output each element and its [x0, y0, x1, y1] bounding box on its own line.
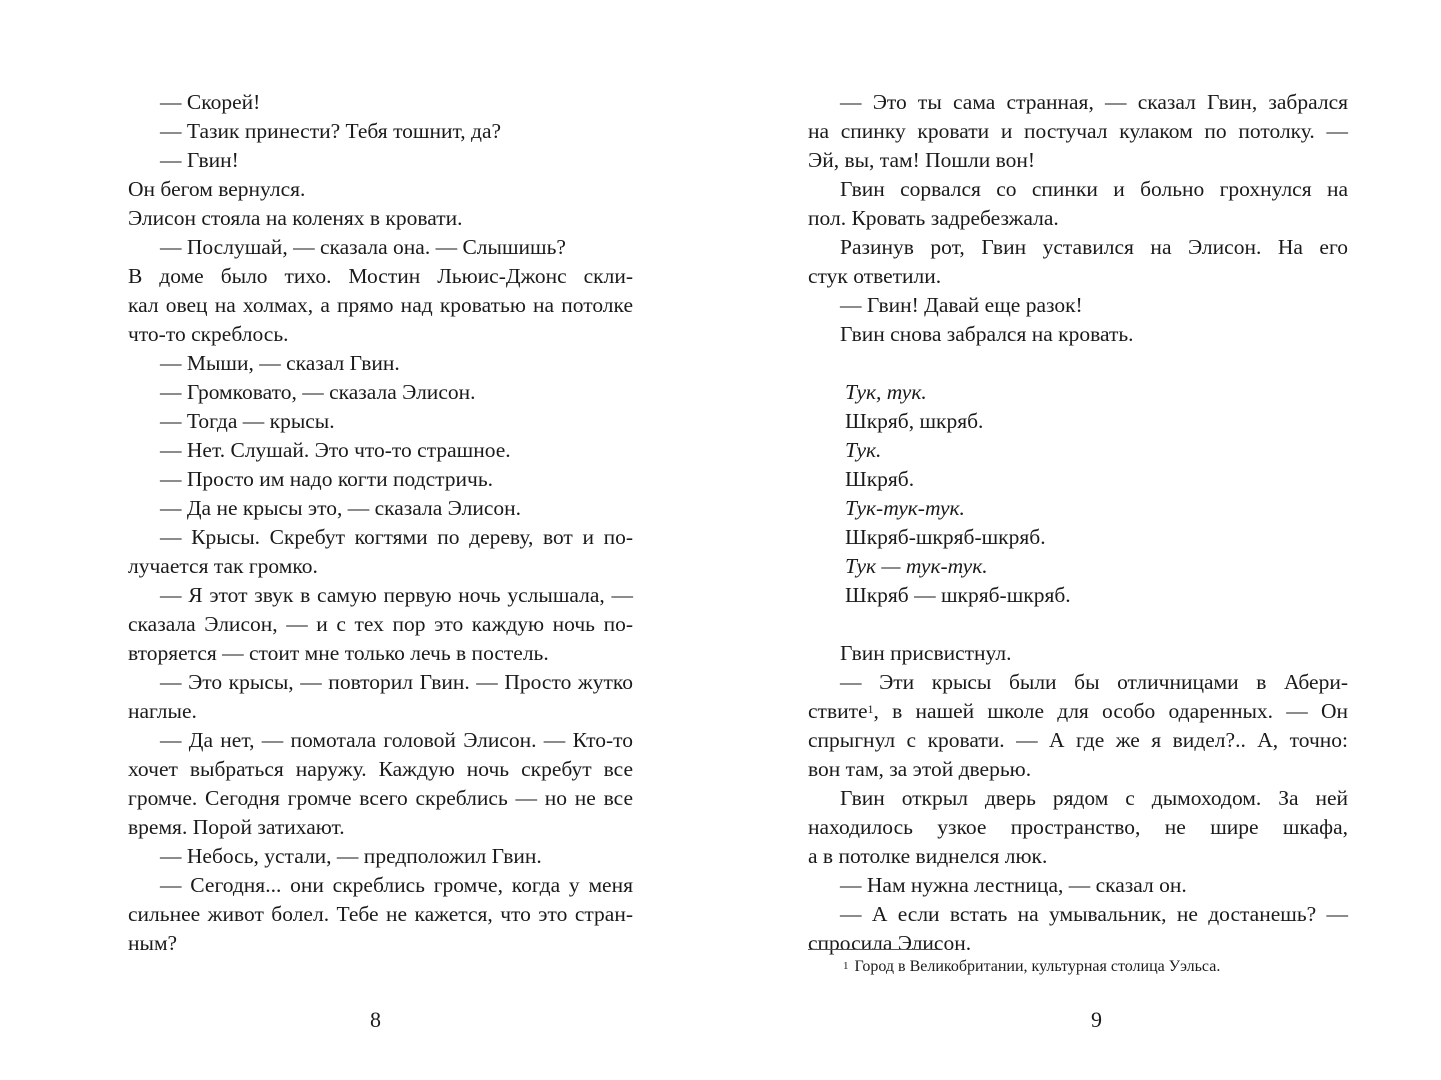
- sound-line: Шкряб, шкряб.: [845, 409, 984, 433]
- text-line: вон там, за этой дверью.: [808, 757, 1032, 781]
- text-line: Разинув рот, Гвин уставился на Элисон. На его: [840, 235, 1348, 259]
- text-line: Элисон стояла на коленях в кровати.: [128, 206, 463, 230]
- stanza-break: [808, 349, 1348, 378]
- text-line: а в потолке виднелся люк.: [808, 844, 1048, 868]
- text-line: лучается так громко.: [128, 554, 318, 578]
- text-line: — А если встать на умывальник, не достанешь? —: [840, 902, 1348, 926]
- text-line-with-footnote: [808, 697, 1348, 726]
- text-line: — Нам нужна лестница, — сказал он.: [840, 873, 1187, 897]
- footnote-mark: 1: [843, 960, 849, 972]
- text-line: — Да не крысы это, — сказала Элисон.: [160, 496, 521, 520]
- text-line: Он бегом вернулся.: [128, 177, 306, 201]
- text-line: — Скорей!: [160, 90, 261, 114]
- text-line: — Мыши, — сказал Гвин.: [160, 351, 400, 375]
- text-line: — Послушай, — сказала она. — Слышишь?: [160, 235, 566, 259]
- sound-line: Шкряб-шкряб-шкряб.: [845, 525, 1046, 549]
- text-line: — Сегодня... они скреблись громче, когда у меня: [160, 873, 633, 897]
- text-line: находилось узкое пространство, не шире шкафа,: [808, 815, 1348, 839]
- text-line: на спинку кровати и постучал кулаком по потолку. —: [808, 119, 1348, 143]
- sound-line: Тук — тук-тук.: [845, 554, 988, 578]
- sound-line: Шкряб.: [845, 467, 915, 491]
- text-line: — Громковато, — сказала Элисон.: [160, 380, 476, 404]
- text-line: — Просто им надо когти подстричь.: [160, 467, 494, 491]
- text-line: наглые.: [128, 699, 197, 723]
- text-line: — Я этот звук в самую первую ночь услышала, —: [160, 583, 633, 607]
- text-line: что-то скреблось.: [128, 322, 289, 346]
- sound-line: Тук, тук.: [845, 380, 927, 404]
- footnote: [843, 956, 1220, 978]
- footnote-reference[interactable]: 1: [867, 702, 874, 716]
- text-line: — Нет. Слушай. Это что-то страшное.: [160, 438, 511, 462]
- text-line: время. Порой затихают.: [128, 815, 345, 839]
- text-line: — Крысы. Скребут когтями по дереву, вот и по-: [160, 525, 633, 549]
- text-line: сказала Элисон, — и с тех пор это каждую ночь по-: [128, 612, 633, 636]
- text-line: — Это ты сама странная, — сказал Гвин, забрался: [840, 90, 1348, 114]
- text-line: Гвин открыл дверь рядом с дымоходом. За ней: [840, 786, 1348, 810]
- text-line: сильнее живот болел. Тебе не кажется, что это стран-: [128, 902, 633, 926]
- text-line: Гвин присвистнул.: [840, 641, 1012, 665]
- stanza-break: [808, 610, 1348, 639]
- text-line: В доме было тихо. Мостин Льюис-Джонс скли-: [128, 264, 633, 288]
- text-line: Эй, вы, там! Пошли вон!: [808, 148, 1035, 172]
- page-number-left: 8: [370, 1007, 381, 1032]
- text-line: Гвин снова забрался на кровать.: [840, 322, 1134, 346]
- text-line: — Это крысы, — повторил Гвин. — Просто жутко: [160, 670, 633, 694]
- text-line: громче. Сегодня громче всего скреблись — но не все: [128, 786, 633, 810]
- right-page: [808, 88, 1348, 958]
- text-fragment: ствите: [808, 699, 868, 723]
- text-line: — Эти крысы были бы отличницами в Абери-: [840, 670, 1348, 694]
- text-line: — Тазик принести? Тебя тошнит, да?: [160, 119, 502, 143]
- sound-line: Тук-тук-тук.: [845, 496, 965, 520]
- text-line: спрыгнул с кровати. — А где же я видел?.. А, точно:: [808, 728, 1348, 752]
- text-line: Гвин сорвался со спинки и больно грохнулся на: [840, 177, 1348, 201]
- footnote-divider: [808, 949, 938, 950]
- text-line: спросила Элисон.: [808, 931, 972, 955]
- footnote-text: Город в Великобритании, культурная столица Уэльса.: [854, 958, 1221, 975]
- text-line: пол. Кровать задребезжала.: [808, 206, 1059, 230]
- text-line: кал овец на холмах, а прямо над кроватью на потолке: [128, 293, 633, 317]
- text-fragment: , в нашей школе для особо одаренных. — Он: [873, 699, 1348, 723]
- text-line: — Небось, устали, — предположил Гвин.: [160, 844, 542, 868]
- sound-line: Тук.: [845, 438, 882, 462]
- text-line: — Гвин! Давай еще разок!: [840, 293, 1083, 317]
- page-number-right: 9: [1091, 1007, 1102, 1032]
- text-line: хочет выбраться наружу. Каждую ночь скребут все: [128, 757, 633, 781]
- sound-line: Шкряб — шкряб-шкряб.: [845, 583, 1071, 607]
- text-line: — Гвин!: [160, 148, 239, 172]
- text-line: ным?: [128, 931, 178, 955]
- left-page: [128, 88, 633, 958]
- text-line: — Да нет, — помотала головой Элисон. — Кто-то: [160, 728, 633, 752]
- text-line: стук ответили.: [808, 264, 942, 288]
- text-line: вторяется — стоит мне только лечь в постель.: [128, 641, 549, 665]
- text-line: — Тогда — крысы.: [160, 409, 335, 433]
